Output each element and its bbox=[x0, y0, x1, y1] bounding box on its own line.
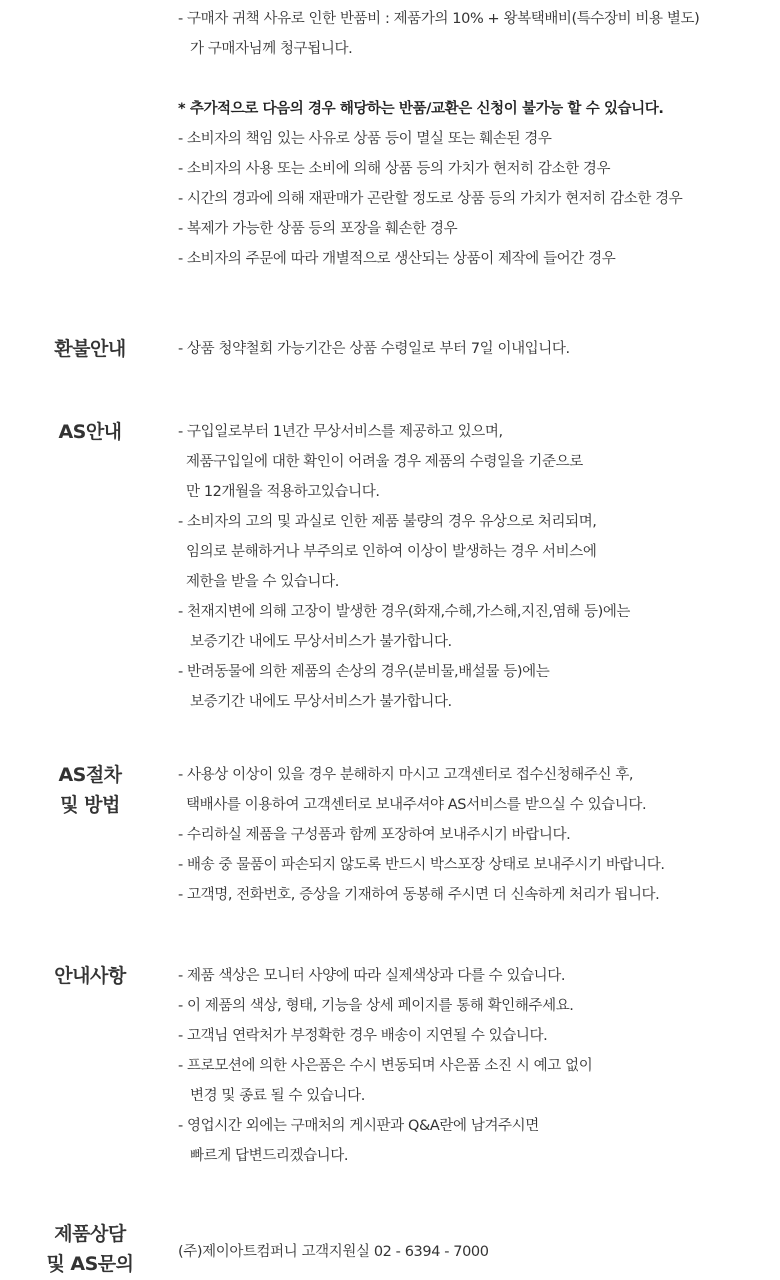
intro-line: - 구매자 귀책 사유로 인한 반품비 : 제품가의 10% + 왕복택배비(특수장비 비용 별도) bbox=[178, 11, 700, 27]
as-info-line: - 반려동물에 의한 제품의 손상의 경우(분비물,배설물 등)에는 bbox=[178, 664, 550, 680]
as-procedure-line: - 고객명, 전화번호, 증상을 기재하여 동봉해 주시면 더 신속하게 처리가 됩니다. bbox=[178, 887, 660, 903]
as-info-line: - 천재지변에 의해 고장이 발생한 경우(화재,수해,가스해,지진,염해 등)에는 bbox=[178, 604, 631, 620]
intro-line: 가 구매자님께 청구됩니다. bbox=[190, 41, 353, 57]
as-info-heading: AS안내 bbox=[58, 421, 122, 443]
as-info-line: 보증기간 내에도 무상서비스가 불가합니다. bbox=[190, 634, 452, 650]
as-procedure-line: 택배사를 이용하여 고객센터로 보내주셔야 AS서비스를 받으실 수 있습니다. bbox=[186, 797, 647, 813]
as-procedure-line: - 사용상 이상이 있을 경우 분해하지 마시고 고객센터로 접수신청해주신 후, bbox=[178, 767, 634, 783]
notice-line: 변경 및 종료 될 수 있습니다. bbox=[190, 1088, 365, 1104]
as-procedure-heading: AS절차 bbox=[58, 764, 122, 786]
contact-heading-sub: 및 AS문의 bbox=[46, 1253, 134, 1275]
intro-line: - 소비자의 주문에 따라 개별적으로 생산되는 상품이 제작에 들어간 경우 bbox=[178, 251, 616, 267]
as-procedure-line: - 배송 중 물품이 파손되지 않도록 반드시 박스포장 상태로 보내주시기 바랍니다. bbox=[178, 857, 665, 873]
as-info-line: - 소비자의 고의 및 과실로 인한 제품 불량의 경우 유상으로 처리되며, bbox=[178, 514, 597, 530]
as-info-line: - 구입일로부터 1년간 무상서비스를 제공하고 있으며, bbox=[178, 424, 503, 440]
intro-line: - 소비자의 책임 있는 사유로 상품 등이 멸실 또는 훼손된 경우 bbox=[178, 131, 552, 147]
intro-notice-heading: * 추가적으로 다음의 경우 해당하는 반품/교환은 신청이 불가능 할 수 있습니다. bbox=[178, 101, 664, 117]
as-info-line: 임의로 분해하거나 부주의로 인하여 이상이 발생하는 경우 서비스에 bbox=[186, 544, 597, 560]
notice-line: - 고객님 연락처가 부정확한 경우 배송이 지연될 수 있습니다. bbox=[178, 1028, 548, 1044]
intro-line: - 시간의 경과에 의해 재판매가 곤란할 정도로 상품 등의 가치가 현저히 감소한 경우 bbox=[178, 191, 683, 207]
notice-line: - 프로모션에 의한 사은품은 수시 변동되며 사은품 소진 시 예고 없이 bbox=[178, 1058, 593, 1074]
contact-phone: (주)제이아트컴퍼니 고객지원실 02 - 6394 - 7000 bbox=[178, 1244, 489, 1260]
as-info-line: 제품구입일에 대한 확인이 어려울 경우 제품의 수령일을 기준으로 bbox=[186, 454, 583, 470]
as-info-line: 보증기간 내에도 무상서비스가 불가합니다. bbox=[190, 694, 452, 710]
refund-heading: 환불안내 bbox=[54, 338, 126, 360]
refund-line: - 상품 청약철회 가능기간은 상품 수령일로 부터 7일 이내입니다. bbox=[178, 341, 570, 357]
as-info-line: 제한을 받을 수 있습니다. bbox=[186, 574, 339, 590]
intro-line: - 복제가 가능한 상품 등의 포장을 훼손한 경우 bbox=[178, 221, 458, 237]
as-procedure-heading-sub: 및 방법 bbox=[60, 794, 120, 816]
notice-line: - 제품 색상은 모니터 사양에 따라 실제색상과 다를 수 있습니다. bbox=[178, 968, 566, 984]
notice-line: 빠르게 답변드리겠습니다. bbox=[190, 1148, 349, 1164]
notice-heading: 안내사항 bbox=[54, 965, 126, 987]
contact-heading: 제품상담 bbox=[54, 1223, 126, 1245]
notice-line: - 영업시간 외에는 구매처의 게시판과 Q&A란에 남겨주시면 bbox=[178, 1118, 539, 1134]
as-info-line: 만 12개월을 적용하고있습니다. bbox=[186, 484, 380, 500]
notice-line: - 이 제품의 색상, 형태, 기능을 상세 페이지를 통해 확인해주세요. bbox=[178, 998, 574, 1014]
as-procedure-line: - 수리하실 제품을 구성품과 함께 포장하여 보내주시기 바랍니다. bbox=[178, 827, 571, 843]
intro-line: - 소비자의 사용 또는 소비에 의해 상품 등의 가치가 현저히 감소한 경우 bbox=[178, 161, 611, 177]
